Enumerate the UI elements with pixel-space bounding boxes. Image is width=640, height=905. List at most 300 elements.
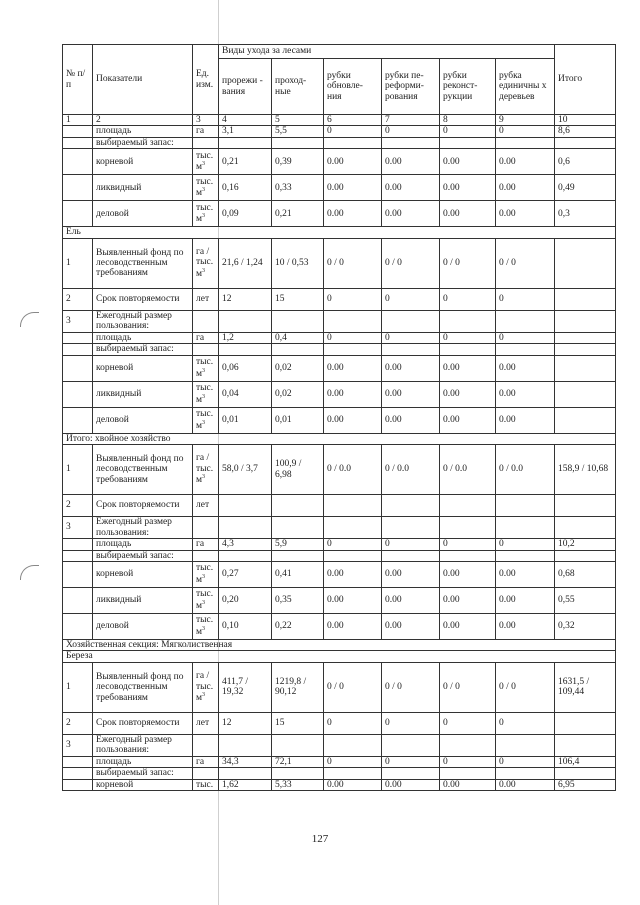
row-value: 0.00 <box>382 779 440 790</box>
row-unit: тыс. <box>193 779 219 790</box>
row-value <box>219 137 272 148</box>
row-value: 0.00 <box>496 561 555 587</box>
row-unit <box>193 344 219 355</box>
row-number: 2 <box>63 712 93 734</box>
row-total <box>555 495 616 517</box>
table-row <box>63 175 616 201</box>
row-total <box>555 238 616 288</box>
section-title: Хозяйственная секция: Мягколиственная <box>63 639 616 650</box>
row-unit <box>193 310 219 332</box>
row-value <box>382 517 440 539</box>
row-value: 0.00 <box>382 355 440 381</box>
row-number: 2 <box>63 288 93 310</box>
row-value: 0.00 <box>382 175 440 201</box>
row-unit <box>193 734 219 756</box>
row-value: 0,16 <box>219 175 272 201</box>
row-value: 0.00 <box>440 381 496 407</box>
row-indicator: Выявленный фонд по лесоводственным требованиям <box>93 662 193 712</box>
row-unit: га <box>193 126 219 137</box>
table-row <box>63 495 616 517</box>
section-title-row <box>63 433 616 444</box>
header-column: рубки реконст- рукции <box>440 59 496 115</box>
row-total <box>555 355 616 381</box>
row-indicator: Выявленный фонд по лесоводственным требованиям <box>93 238 193 288</box>
row-value <box>440 310 496 332</box>
column-number: 8 <box>440 115 496 126</box>
row-value: 0.00 <box>324 779 382 790</box>
row-value: 4,3 <box>219 539 272 550</box>
row-value <box>219 517 272 539</box>
row-value <box>440 344 496 355</box>
row-value <box>496 768 555 779</box>
row-number <box>63 613 93 639</box>
row-value: 0,4 <box>272 332 324 343</box>
row-indicator: деловой <box>93 201 193 227</box>
row-number <box>63 201 93 227</box>
row-number: 1 <box>63 238 93 288</box>
table-row <box>63 381 616 407</box>
row-total <box>555 310 616 332</box>
row-value <box>496 310 555 332</box>
row-value: 0.00 <box>324 407 382 433</box>
row-indicator: площадь <box>93 126 193 137</box>
header-row <box>63 45 616 59</box>
row-value <box>496 550 555 561</box>
row-value: 0 <box>440 539 496 550</box>
row-value: 0 <box>496 288 555 310</box>
row-indicator: выбираемый запас: <box>93 550 193 561</box>
row-indicator: деловой <box>93 613 193 639</box>
row-value <box>272 768 324 779</box>
row-number <box>63 407 93 433</box>
row-value <box>219 495 272 517</box>
row-value: 0 <box>440 126 496 137</box>
row-indicator: Ежегодный размер пользования: <box>93 734 193 756</box>
table-row <box>63 332 616 343</box>
row-value <box>219 550 272 561</box>
row-unit: тыс. $м^3$ <box>193 613 219 639</box>
table-row <box>63 201 616 227</box>
row-value: 1219,8 / 90,12 <box>272 662 324 712</box>
row-indicator: корневой <box>93 779 193 790</box>
table-row <box>63 550 616 561</box>
row-total <box>555 344 616 355</box>
row-value: 0.00 <box>324 175 382 201</box>
column-number: 5 <box>272 115 324 126</box>
row-value: 0.00 <box>496 613 555 639</box>
row-indicator: корневой <box>93 355 193 381</box>
row-value: 0.00 <box>440 613 496 639</box>
row-value: 0.00 <box>382 587 440 613</box>
row-value: 12 <box>219 288 272 310</box>
row-value: 0,33 <box>272 175 324 201</box>
row-indicator: выбираемый запас: <box>93 344 193 355</box>
row-value <box>440 734 496 756</box>
row-value <box>324 495 382 517</box>
row-value <box>324 310 382 332</box>
row-value <box>496 517 555 539</box>
row-value <box>440 137 496 148</box>
row-value: 0.00 <box>324 201 382 227</box>
row-value: 0.00 <box>324 561 382 587</box>
row-value <box>219 344 272 355</box>
column-numbers-row <box>63 115 616 126</box>
row-value: 0 / 0 <box>382 238 440 288</box>
table-row <box>63 445 616 495</box>
row-value <box>272 310 324 332</box>
row-value: 0 / 0 <box>496 238 555 288</box>
row-value: 5,5 <box>272 126 324 137</box>
row-value: 10 / 0,53 <box>272 238 324 288</box>
table-row <box>63 238 616 288</box>
row-unit: га / тыс. $м^3$ <box>193 662 219 712</box>
row-value: 0,27 <box>219 561 272 587</box>
row-value: 0.00 <box>496 779 555 790</box>
header-unit: Ед. изм. <box>193 45 219 115</box>
header-column: прорежи - вания <box>219 59 272 115</box>
row-value: 0 <box>440 712 496 734</box>
row-unit: лет <box>193 712 219 734</box>
table-row <box>63 756 616 767</box>
row-value: 0.00 <box>496 381 555 407</box>
row-value: 1,2 <box>219 332 272 343</box>
row-value: 0 <box>440 756 496 767</box>
row-value: 0.00 <box>440 407 496 433</box>
row-total: 106,4 <box>555 756 616 767</box>
row-value: 0.00 <box>440 201 496 227</box>
row-number: 3 <box>63 734 93 756</box>
row-value: 0,10 <box>219 613 272 639</box>
section-title-row <box>63 227 616 238</box>
row-total <box>555 288 616 310</box>
section-title: Итого: хвойное хозяйство <box>63 433 616 444</box>
row-value: 5,33 <box>272 779 324 790</box>
row-value <box>219 310 272 332</box>
row-number <box>63 381 93 407</box>
row-indicator: ликвидный <box>93 381 193 407</box>
row-value: 0 / 0 <box>440 238 496 288</box>
row-value: 0.00 <box>440 355 496 381</box>
row-unit: тыс. $м^3$ <box>193 587 219 613</box>
row-value: 0 <box>382 126 440 137</box>
row-indicator: деловой <box>93 407 193 433</box>
row-indicator: выбираемый запас: <box>93 768 193 779</box>
row-indicator: ликвидный <box>93 175 193 201</box>
row-number <box>63 137 93 148</box>
row-unit: тыс. $м^3$ <box>193 407 219 433</box>
row-number <box>63 539 93 550</box>
table-row <box>63 517 616 539</box>
row-value <box>272 344 324 355</box>
row-value: 0,41 <box>272 561 324 587</box>
row-value <box>496 734 555 756</box>
table-row <box>63 712 616 734</box>
row-value: 0 / 0 <box>440 662 496 712</box>
row-value: 0.00 <box>496 201 555 227</box>
header-column: проход- ные <box>272 59 324 115</box>
row-unit <box>193 137 219 148</box>
header-column: рубка единичны х деревьев <box>496 59 555 115</box>
row-value: 0.00 <box>496 355 555 381</box>
row-total <box>555 137 616 148</box>
row-number: 2 <box>63 495 93 517</box>
table-row <box>63 768 616 779</box>
row-value: 5,9 <box>272 539 324 550</box>
row-value: 34,3 <box>219 756 272 767</box>
row-indicator: площадь <box>93 756 193 767</box>
row-number: 3 <box>63 517 93 539</box>
section-title-row <box>63 639 616 650</box>
row-unit: лет <box>193 495 219 517</box>
row-value: 0.00 <box>440 561 496 587</box>
row-indicator: Выявленный фонд по лесоводственным требованиям <box>93 445 193 495</box>
table-row <box>63 734 616 756</box>
row-unit: га <box>193 756 219 767</box>
row-unit: га <box>193 332 219 343</box>
row-value: 1,62 <box>219 779 272 790</box>
table-row <box>63 407 616 433</box>
row-value: 0.00 <box>324 149 382 175</box>
table-row <box>63 149 616 175</box>
row-value: 0 <box>324 539 382 550</box>
row-value: 0.00 <box>382 149 440 175</box>
row-indicator: Срок повторяемости <box>93 712 193 734</box>
row-total: 0,55 <box>555 587 616 613</box>
row-value: 0,09 <box>219 201 272 227</box>
row-value <box>272 137 324 148</box>
row-total: 8,6 <box>555 126 616 137</box>
row-number <box>63 756 93 767</box>
row-total: 0,6 <box>555 149 616 175</box>
row-value: 15 <box>272 712 324 734</box>
row-unit <box>193 768 219 779</box>
row-indicator: ликвидный <box>93 587 193 613</box>
row-value: 0 / 0.0 <box>382 445 440 495</box>
row-value: 0 <box>382 288 440 310</box>
row-value: 0 <box>324 288 382 310</box>
row-value: 0 <box>382 332 440 343</box>
row-value: 100,9 / 6,98 <box>272 445 324 495</box>
row-value: 0 <box>324 756 382 767</box>
row-value: 0,39 <box>272 149 324 175</box>
row-value: 0 <box>496 332 555 343</box>
row-indicator: площадь <box>93 539 193 550</box>
row-value <box>272 517 324 539</box>
table-row <box>63 344 616 355</box>
punch-hole-mark <box>20 312 39 327</box>
row-value: 0,21 <box>219 149 272 175</box>
row-unit: га / тыс. $м^3$ <box>193 445 219 495</box>
row-number <box>63 355 93 381</box>
row-value: 0,22 <box>272 613 324 639</box>
row-value <box>382 768 440 779</box>
row-value: 0,21 <box>272 201 324 227</box>
table-row <box>63 662 616 712</box>
table-row <box>63 561 616 587</box>
table-row <box>63 779 616 790</box>
row-value: 0.00 <box>496 149 555 175</box>
row-unit: тыс. $м^3$ <box>193 175 219 201</box>
row-value: 12 <box>219 712 272 734</box>
row-value <box>440 550 496 561</box>
row-number: 1 <box>63 662 93 712</box>
column-number: 1 <box>63 115 93 126</box>
row-value: 0 <box>382 712 440 734</box>
row-value <box>496 344 555 355</box>
row-total: 0,32 <box>555 613 616 639</box>
row-value: 0 <box>382 539 440 550</box>
row-value: 0.00 <box>440 779 496 790</box>
row-value: 0,04 <box>219 381 272 407</box>
row-value <box>272 495 324 517</box>
row-value: 0.00 <box>440 149 496 175</box>
row-value: 0.00 <box>496 407 555 433</box>
row-unit: тыс. $м^3$ <box>193 381 219 407</box>
table-row <box>63 137 616 148</box>
header-no: № п/п <box>63 45 93 115</box>
table-row <box>63 288 616 310</box>
row-value <box>440 495 496 517</box>
row-value: 58,0 / 3,7 <box>219 445 272 495</box>
row-number: 3 <box>63 310 93 332</box>
header-total: Итого <box>555 45 616 115</box>
row-number <box>63 344 93 355</box>
row-total <box>555 550 616 561</box>
row-value: 0,02 <box>272 381 324 407</box>
row-indicator: Ежегодный размер пользования: <box>93 310 193 332</box>
forest-care-table <box>62 44 616 791</box>
table-row <box>63 310 616 332</box>
row-number <box>63 768 93 779</box>
row-value <box>440 768 496 779</box>
table-row <box>63 587 616 613</box>
row-value <box>324 517 382 539</box>
row-value <box>382 137 440 148</box>
row-value <box>272 550 324 561</box>
header-column: рубки обновле- ния <box>324 59 382 115</box>
section-title: Ель <box>63 227 616 238</box>
row-indicator: Срок повторяемости <box>93 495 193 517</box>
row-value <box>324 550 382 561</box>
row-value: 0.00 <box>324 613 382 639</box>
row-value: 72,1 <box>272 756 324 767</box>
column-number: 7 <box>382 115 440 126</box>
row-total: 10,2 <box>555 539 616 550</box>
page-number: 127 <box>311 833 329 845</box>
row-indicator: выбираемый запас: <box>93 137 193 148</box>
column-number: 6 <box>324 115 382 126</box>
row-number: 1 <box>63 445 93 495</box>
row-total <box>555 332 616 343</box>
row-value: 0 <box>496 126 555 137</box>
punch-hole-mark <box>20 565 39 580</box>
row-indicator: площадь <box>93 332 193 343</box>
row-value: 0.00 <box>496 587 555 613</box>
row-value <box>496 495 555 517</box>
section-title-row <box>63 651 616 662</box>
row-value: 0.00 <box>324 587 382 613</box>
column-number: 9 <box>496 115 555 126</box>
row-value: 0,06 <box>219 355 272 381</box>
row-value: 21,6 / 1,24 <box>219 238 272 288</box>
row-total <box>555 407 616 433</box>
row-value <box>324 344 382 355</box>
row-value <box>219 734 272 756</box>
row-indicator: Ежегодный размер пользования: <box>93 517 193 539</box>
row-number <box>63 332 93 343</box>
row-value: 15 <box>272 288 324 310</box>
row-value: 0 <box>382 756 440 767</box>
row-value: 0 <box>440 332 496 343</box>
row-value: 411,7 / 19,32 <box>219 662 272 712</box>
row-value: 0 <box>496 712 555 734</box>
row-value <box>219 768 272 779</box>
row-indicator: корневой <box>93 149 193 175</box>
row-value: 0.00 <box>324 355 382 381</box>
table-row <box>63 355 616 381</box>
row-value: 0 / 0 <box>324 238 382 288</box>
column-number: 2 <box>93 115 193 126</box>
row-value: 0,01 <box>219 407 272 433</box>
row-total <box>555 734 616 756</box>
row-value: 0 <box>440 288 496 310</box>
row-indicator: корневой <box>93 561 193 587</box>
table-row <box>63 126 616 137</box>
row-value: 0.00 <box>382 407 440 433</box>
row-total <box>555 712 616 734</box>
row-value <box>324 137 382 148</box>
row-value: 0.00 <box>496 175 555 201</box>
row-total: 158,9 / 10,68 <box>555 445 616 495</box>
row-number <box>63 126 93 137</box>
row-value <box>382 734 440 756</box>
row-value: 0 / 0.0 <box>440 445 496 495</box>
column-number: 3 <box>193 115 219 126</box>
row-value <box>440 517 496 539</box>
row-unit: тыс. $м^3$ <box>193 561 219 587</box>
row-value: 0.00 <box>440 587 496 613</box>
row-value: 0,01 <box>272 407 324 433</box>
row-total: 0,3 <box>555 201 616 227</box>
row-value: 0.00 <box>382 613 440 639</box>
row-number <box>63 149 93 175</box>
row-value: 0 / 0 <box>324 662 382 712</box>
row-total: 6,95 <box>555 779 616 790</box>
row-value: 0.00 <box>382 381 440 407</box>
row-value <box>382 495 440 517</box>
row-unit: га / тыс. $м^3$ <box>193 238 219 288</box>
column-number: 4 <box>219 115 272 126</box>
row-value <box>324 768 382 779</box>
section-title: Береза <box>63 651 616 662</box>
row-value: 0 / 0 <box>496 662 555 712</box>
row-number <box>63 779 93 790</box>
row-value: 0 / 0.0 <box>496 445 555 495</box>
row-total <box>555 381 616 407</box>
row-number <box>63 587 93 613</box>
row-unit: тыс. $м^3$ <box>193 201 219 227</box>
row-value: 0,20 <box>219 587 272 613</box>
row-total <box>555 768 616 779</box>
row-value <box>382 550 440 561</box>
row-value <box>382 310 440 332</box>
row-unit: лет <box>193 288 219 310</box>
table-row <box>63 613 616 639</box>
row-unit: тыс. $м^3$ <box>193 355 219 381</box>
row-number <box>63 175 93 201</box>
row-value: 0 / 0 <box>382 662 440 712</box>
row-value <box>496 137 555 148</box>
